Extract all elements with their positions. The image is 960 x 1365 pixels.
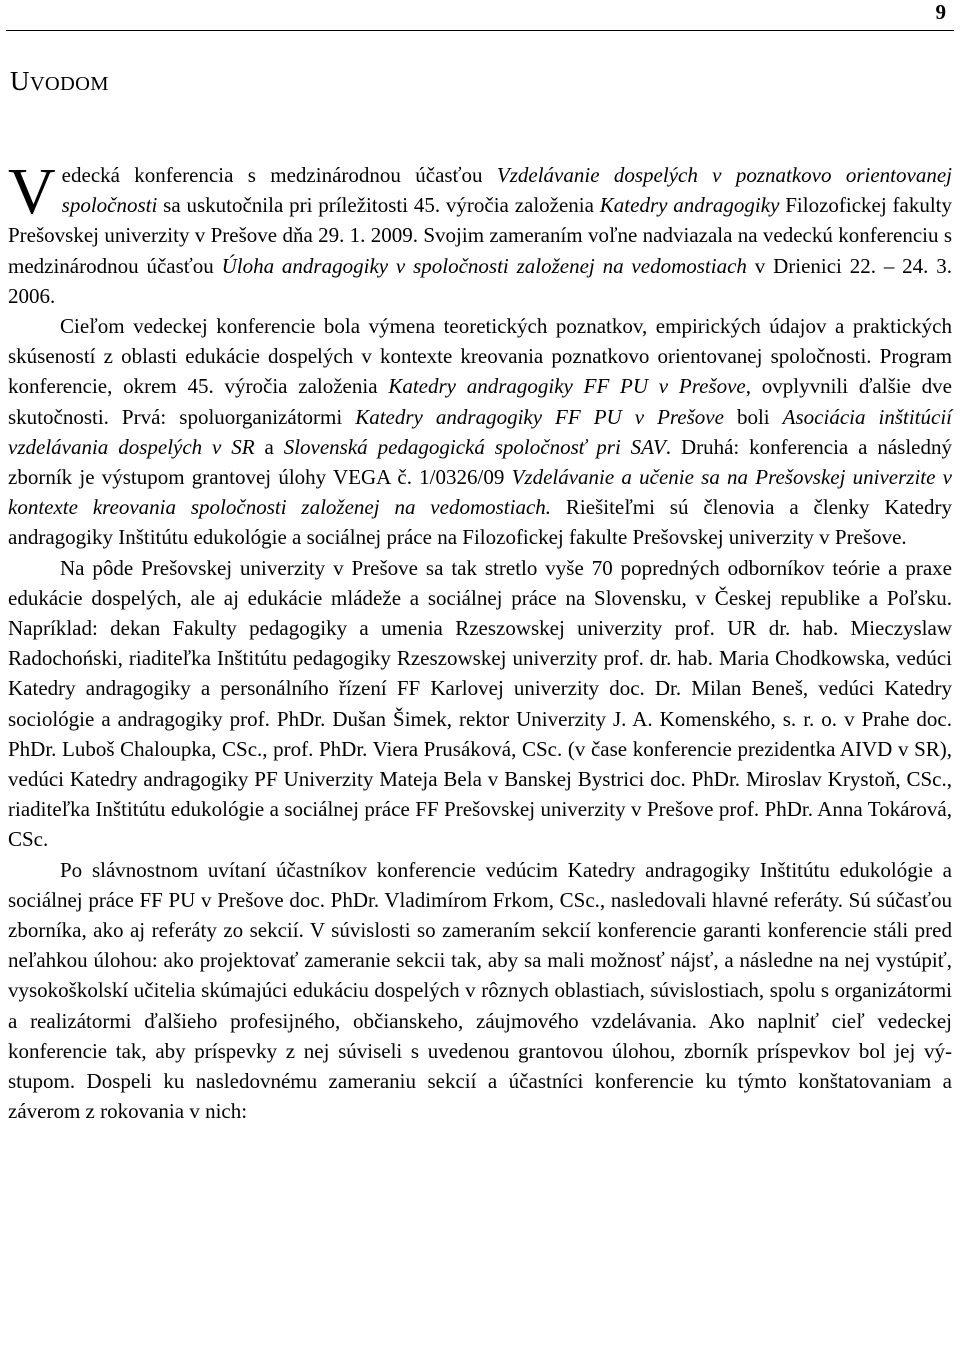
text-run: Po slávnostnom uvítaní účastníkov konferencie vedúcim Katedry andragogiky Inštitútu edukológie a sociálnej práce FF PU v Prešove doc. PhDr. Vladimírom Frkom, CSc., nasledovali hlavné referáty. Sú súčasťou zborníka, ako aj referáty zo sekcií. V súvislosti so zameraním sekcií konferencie garanti konferencie stáli pred neľahkou úlohou: ako projektovať zameranie sekcii tak, aby sa mali možnosť nájsť, a následne na nej vystúpiť, vysokoškolskí učitelia skúmajúci edukáciu dospelých v rôznych oblastiach, súvislostiach, spolu s organizátormi a realizátormi ďalšieho profesijného, občianskeho, záujmového vzdelávania. Ako naplniť cieľ vedeckej konferencie tak, aby príspevky z nej súviseli s uvedenou grantovou úlohou, zborník príspevkov bol jej výstupom. Dospeli ku nasledovnému zameraniu sekcií a účastníci konferencie ku týmto konštatovaniam a záverom z rokovania v nich: — [8, 857, 952, 1124]
text-run: boli — [723, 404, 783, 429]
header-rule — [6, 30, 954, 31]
paragraph — [8, 553, 952, 855]
paragraph — [8, 855, 952, 1127]
text-run: Riešiteľmi sú členovia a členky Katedry andragogiky Inštitútu edukológie a sociálnej práce na Filozofickej fakulte Prešovskej univerzity v Prešove. — [8, 495, 952, 550]
drop-cap: V — [8, 155, 56, 228]
italic-text: Katedry andragogiky — [599, 193, 780, 218]
heading-initial: U — [10, 66, 30, 96]
italic-text: Slovenská pedagogická spoločnosť pri SAV — [283, 434, 666, 459]
section-heading — [10, 64, 109, 101]
body-text — [8, 155, 953, 1127]
text-run: a — [254, 434, 284, 459]
text-run: sa uskutočnila pri príležitosti 45. výročia založenia — [157, 193, 600, 218]
text-run: , ovplyvnili ďalšie dve skutočnosti. Prvá: spoluorganizátormi — [8, 374, 953, 429]
text-run: v Drienici 22. – 24. 3. 2006. — [8, 253, 952, 308]
italic-text: Vzdelávanie dospelých v poznatkovo orientovanej spoločnosti — [61, 163, 952, 218]
italic-text: Katedry andragogiky FF PU v Prešove — [388, 374, 746, 399]
text-run: . Druhá: konferencia a následný zborník je výstupom grantovej úlohy VEGA č. 1/0326/09 — [8, 434, 952, 490]
text-run: Na pôde Prešovskej univerzity v Prešove sa tak stretlo vyše 70 popredných odborníkov teórie a praxe edukácie dospelých, ale aj edukácie mládeže a sociálnej práce na Slovensku, v Českej republike a Poľsku. Napríklad: dekan Fakulty pedagogiky a umenia Rzeszowskej univerzity prof. UR dr. hab. Mieczyslaw Radochoński, riaditeľka Inštitútu pedagogiky Rzeszowskej univerzity prof. dr. hab. Maria Chodkowska, vedúci Katedry andragogiky a personálního řízení FF Karlovej univerzity doc. Dr. Milan Beneš, vedúci Katedry sociológie a andragogiky prof. PhDr. Dušan Šimek, rektor Univerzity J. A. Komenského, s. r. o. v Prahe doc. PhDr. Luboš Chaloupka, CSc., prof. PhDr. Viera Prusáková, CSc. (v čase konferencie prezidentka AIVD v SR), vedúci Katedry andragogiky PF Univerzity Mateja Bela v Banskej Bystrici doc. PhDr. Miroslav Krystoň, CSc., riaditeľka Inštitútu edukológie a sociálnej práce FF Prešovskej univerzity v Prešove prof. PhDr. Anna Tokárová, CSc. — [8, 555, 952, 852]
text-run: Filozofickej fakulty Prešovskej univerzity v Prešove dňa 29. 1. 2009. Svojim zameraním voľne nadviazala na vedeckú konferenciu s medzinárodnou účasťou — [8, 193, 952, 278]
italic-text: Katedry andragogiky FF PU v Prešove — [355, 404, 724, 429]
paragraph — [8, 155, 952, 311]
italic-text: Vzdelávanie a učenie sa na Prešovskej univerzite v kontexte kreovania spoločnosti založenej na vedomostiach. — [8, 465, 953, 520]
text-run: edecká konferencia s medzinárodnou účasťou — [61, 163, 497, 187]
paragraph — [8, 311, 952, 553]
text-run: Cieľom vedeckej konferencie bola výmena teoretických poznatkov, empirických údajov a praktických skúseností z oblasti edukácie dospelých v kontexte kreovania poznatkovo orientovanej spoločnosti. Program konferencie, okrem 45. výročia založenia — [8, 314, 952, 399]
italic-text: Úloha andragogiky v spoločnosti založenej na vedomostiach — [221, 253, 747, 278]
page-number: 9 — [935, 0, 946, 24]
heading-rest: VODOM — [29, 73, 109, 95]
italic-text: Asociácia inštitúcií vzdelávania dospelých v SR — [8, 404, 953, 459]
